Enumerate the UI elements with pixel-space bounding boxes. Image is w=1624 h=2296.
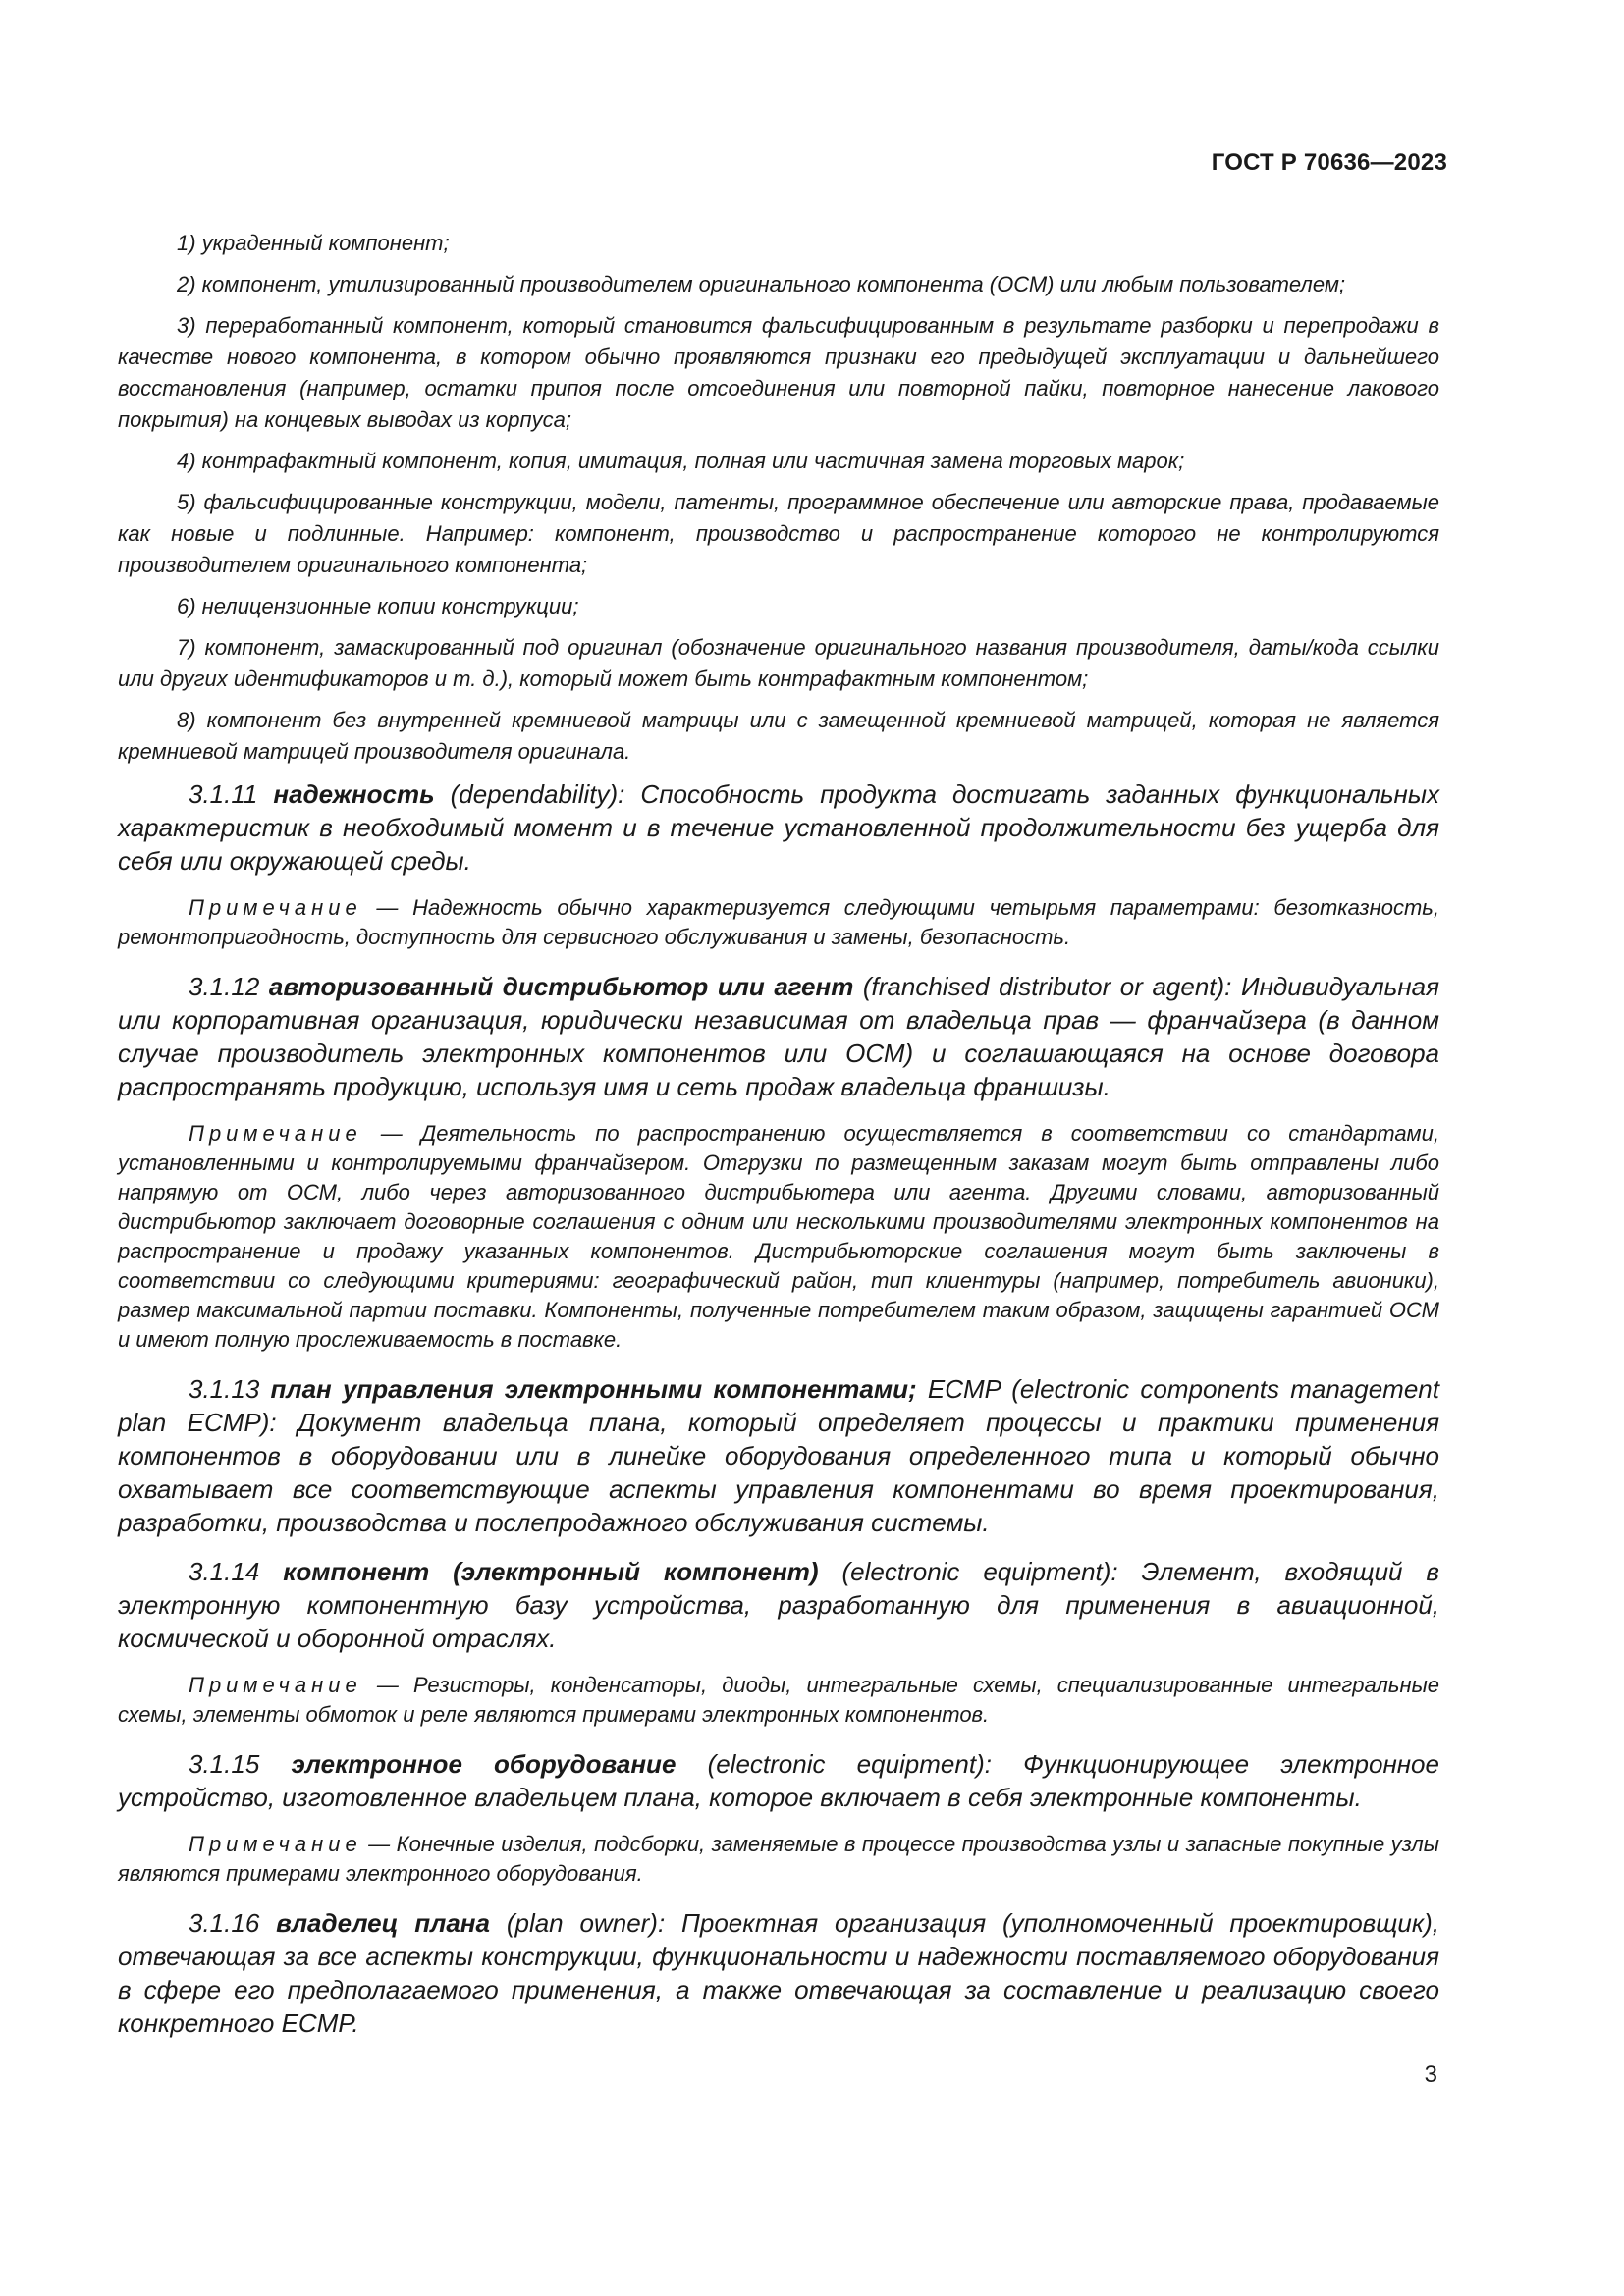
term-number: 3.1.15 [189, 1749, 260, 1779]
list-item: 8) компонент без внутренней кремниевой матрицы или с замещенной кремниевой матрицей, которая не является кремниевой матрицей производителя оригинала. [118, 708, 1439, 764]
term-definition: (electronic equipment): Функционирующее электронное устройство, изготовленное владельцем плана, которое включает в себя электронные компоненты. [118, 1749, 1439, 1812]
list-item: 2) компонент, утилизированный производителем оригинального компонента (ОСМ) или любым пользователем; [177, 272, 1346, 296]
list-item: 5) фальсифицированные конструкции, модели, патенты, программное обеспечение или авторские права, продаваемые как новые и подлинные. Например: компонент, производство и распространение которого не контролируются производителем оригинального компонента; [118, 490, 1439, 577]
term-3-1-16 [118, 1906, 1439, 2040]
page-number: 3 [1424, 2061, 1437, 2088]
term-3-1-11 [118, 777, 1439, 878]
page-content [118, 228, 1439, 2056]
term-title: компонент (электронный компонент) [283, 1557, 819, 1586]
list-item: 3) переработанный компонент, который становится фальсифицированным в результате разборки и перепродажи в качестве нового компонента, в котором обычно проявляются признаки его предыдущей эксплуатации и дальнейшего восстановления (например, остатки припоя после отсоединения или повторной пайки, повторное нанесение лакового покрытия) на концевых выводах из корпуса; [118, 313, 1439, 432]
note-text: — Надежность обычно характеризуется следующими четырьмя параметрами: безотказность, ремонтопригодность, доступность для сервисного обслуживания и замены, безопасность. [118, 895, 1439, 949]
term-definition: (electronic equipment): Элемент, входящий в электронную компонентную базу устройства, разработанную для применения в авиационной, космической и оборонной отраслях. [118, 1557, 1439, 1653]
counterfeit-types-list [118, 228, 1439, 768]
term-title: план управления электронными компонентами; [270, 1374, 917, 1404]
term-number: 3.1.13 [189, 1374, 260, 1404]
term-title: электронное оборудование [291, 1749, 677, 1779]
term-title: надежность [273, 779, 435, 809]
note-3-1-12 [118, 1119, 1439, 1355]
term-definition: (plan owner): Проектная организация (уполномоченный проектировщик), отвечающая за все аспекты конструкции, функциональности и надежности поставляемого оборудования в сфере его предполагаемого применения, а также отвечающая за составление и реализацию своего конкретного ECMP. [118, 1908, 1439, 2038]
term-title: владелец плана [276, 1908, 490, 1938]
term-3-1-14 [118, 1555, 1439, 1655]
term-number: 3.1.11 [189, 779, 258, 809]
term-definition: (dependability): Способность продукта достигать заданных функциональных характеристик в необходимый момент и в течение установленной продолжительности без ущерба для себя или окружающей среды. [118, 779, 1439, 876]
note-label: Примечание [189, 895, 362, 920]
note-3-1-11 [118, 893, 1439, 952]
list-item: 1) украденный компонент; [177, 231, 450, 255]
term-number: 3.1.16 [189, 1908, 260, 1938]
note-text: — Конечные изделия, подсборки, заменяемые в процессе производства узлы и запасные покупные узлы являются примерами электронного оборудования. [118, 1832, 1439, 1886]
list-item: 7) компонент, замаскированный под оригинал (обозначение оригинального названия производителя, даты/кода ссылки или других идентификаторов и т. д.), который может быть контрафактным компонентом; [118, 635, 1439, 691]
note-text: — Деятельность по распространению осуществляется в соответствии со стандартами, установленными и контролируемыми франчайзером. Отгрузки по размещенным заказам могут быть отправлены либо напрямую от ОСМ, либо через авторизованного дистрибьютера или агента. Другими словами, авторизованный дистрибьютор заключает договорные соглашения с одним или несколькими производителями электронных компонентов на распространение и продажу указанных компонентов. Дистрибьюторские соглашения могут быть заключены в соответствии со следующими критериями: географический район, тип клиентуры (например, потребитель авионики), размер максимальной партии поставки. Компоненты, полученные потребителем таким образом, защищены гарантией ОСМ и имеют полную прослеживаемость в поставке. [118, 1121, 1439, 1352]
term-3-1-12 [118, 970, 1439, 1103]
list-item: 6) нелицензионные копии конструкции; [177, 594, 579, 618]
note-label: Примечание [189, 1121, 362, 1146]
term-number: 3.1.14 [189, 1557, 260, 1586]
term-3-1-15 [118, 1747, 1439, 1814]
note-3-1-15 [118, 1830, 1439, 1889]
term-title: авторизованный дистрибьютор или агент [268, 972, 854, 1001]
term-number: 3.1.12 [189, 972, 260, 1001]
list-item: 4) контрафактный компонент, копия, имитация, полная или частичная замена торговых марок; [177, 449, 1185, 473]
document-id-header: ГОСТ Р 70636—2023 [1211, 149, 1447, 176]
term-3-1-13 [118, 1372, 1439, 1539]
note-text: — Резисторы, конденсаторы, диоды, интегральные схемы, специализированные интегральные схемы, элементы обмоток и реле являются примерами электронных компонентов. [118, 1673, 1439, 1727]
note-3-1-14 [118, 1671, 1439, 1730]
term-definition: (franchised distributor or agent): Индивидуальная или корпоративная организация, юридически независимая от владельца прав — франчайзера (в данном случае производитель электронных компонентов или ОСМ) и соглашающаяся на основе договора распространять продукцию, используя имя и сеть продаж владельца франшизы. [118, 972, 1439, 1101]
term-definition: ECMP (electronic components management plan ECMP): Документ владельца плана, который определяет процессы и практики применения компонентов в оборудовании или в линейке оборудования определенного типа и который обычно охватывает все соответствующие аспекты управления компонентами во время проектирования, разработки, производства и послепродажного обслуживания системы. [118, 1374, 1439, 1537]
note-label: Примечание [189, 1673, 362, 1697]
note-label: Примечание [189, 1832, 362, 1856]
